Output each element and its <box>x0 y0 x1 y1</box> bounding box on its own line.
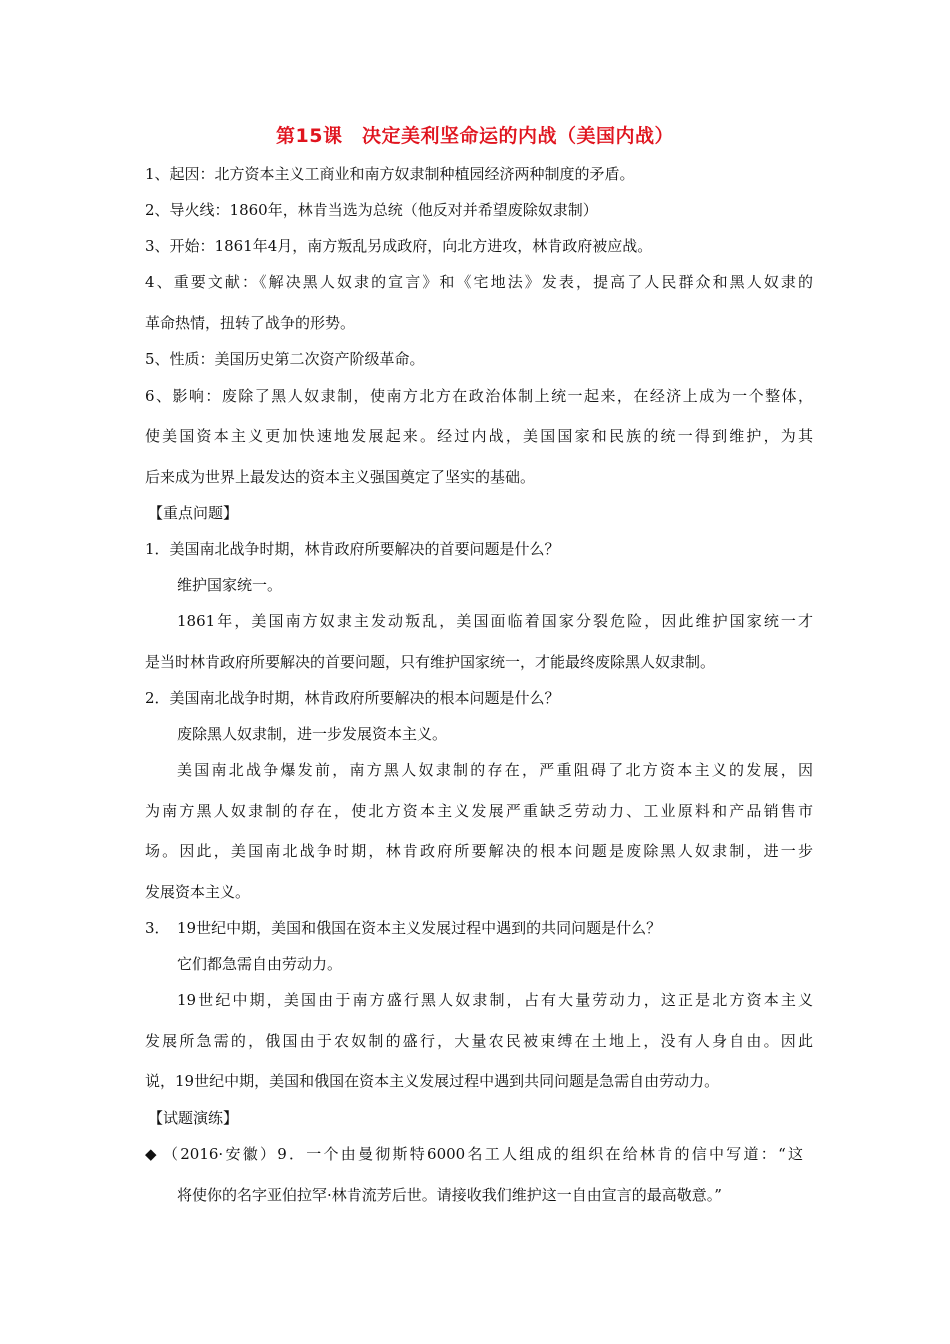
q2-explain-line2: 为南方黑人奴隶制的存在，使北方资本主义发展严重缺乏劳动力、工业原料和产品销售市 <box>145 802 813 820</box>
q2-explain-line3: 场。因此，美国南北战争时期，林肯政府所要解决的根本问题是废除黑人奴隶制，进一步 <box>145 842 813 860</box>
q2-answer: 废除黑人奴隶制，进一步发展资本主义。 <box>177 725 448 743</box>
item-impact-line3: 后来成为世界上最发达的资本主义强国奠定了坚实的基础。 <box>145 468 536 486</box>
section-key-questions: 【重点问题】 <box>148 504 239 522</box>
q3-explain-line1: 19世纪中期，美国由于南方盛行黑人奴隶制，占有大量劳动力，这正是北方资本主义 <box>177 991 813 1009</box>
item-impact-line2: 使美国资本主义更加快速地发展起来。经过内战，美国国家和民族的统一得到维护，为其 <box>145 427 813 445</box>
q3-number: 3． <box>145 919 170 937</box>
lesson-title: 第15课 决定美利坚命运的内战（美国内战） <box>276 125 674 147</box>
q3-answer: 它们都急需自由劳动力。 <box>177 955 343 973</box>
item-documents-line2: 革命热情，扭转了战争的形势。 <box>145 314 356 332</box>
item-documents-line1: 4、重要文献：《解决黑人奴隶的宣言》和《宅地法》发表，提高了人民群众和黑人奴隶的 <box>145 273 813 291</box>
q3-explain-line2: 发展所急需的，俄国由于农奴制的盛行，大量农民被束缚在土地上，没有人身自由。因此 <box>145 1032 813 1050</box>
exercise-bullet-icon: ◆ <box>145 1145 157 1163</box>
q3-explain-line3: 说，19世纪中期，美国和俄国在资本主义发展过程中遇到共同问题是急需自由劳动力。 <box>145 1072 720 1090</box>
q2-explain-line4: 发展资本主义。 <box>145 883 251 901</box>
exercise-line2: 将使你的名字亚伯拉罕·林肯流芳后世。请接收我们维护这一自由宣言的最高敬意。” <box>177 1186 722 1204</box>
item-nature: 5、性质：美国历史第二次资产阶级革命。 <box>145 350 425 368</box>
section-practice: 【试题演练】 <box>148 1109 239 1127</box>
q1-question: 1．美国南北战争时期，林肯政府所要解决的首要问题是什么？ <box>145 540 560 558</box>
q3-question: 19世纪中期，美国和俄国在资本主义发展过程中遇到的共同问题是什么？ <box>177 919 662 937</box>
q1-explain-line1: 1861年，美国南方奴隶主发动叛乱，美国面临着国家分裂危险，因此维护国家统一才 <box>177 612 813 630</box>
q1-answer: 维护国家统一。 <box>177 576 283 594</box>
exercise-line1: （2016·安徽）9．一个由曼彻斯特6000名工人组成的组织在给林肯的信中写道：“这 <box>163 1145 803 1163</box>
q2-question: 2．美国南北战争时期，林肯政府所要解决的根本问题是什么？ <box>145 689 560 707</box>
q1-explain-line2: 是当时林肯政府所要解决的首要问题，只有维护国家统一，才能最终废除黑人奴隶制。 <box>145 653 716 671</box>
item-impact-line1: 6、影响：废除了黑人奴隶制，使南方北方在政治体制上统一起来，在经济上成为一个整体， <box>145 387 813 405</box>
q2-explain-line1: 美国南北战争爆发前，南方黑人奴隶制的存在，严重阻碍了北方资本主义的发展，因 <box>177 761 813 779</box>
item-start: 3、开始：1861年4月，南方叛乱另成政府，向北方进攻，林肯政府被应战。 <box>145 237 653 255</box>
item-trigger: 2、导火线：1860年，林肯当选为总统（他反对并希望废除奴隶制） <box>145 201 598 219</box>
item-cause: 1、起因：北方资本主义工商业和南方奴隶制种植园经济两种制度的矛盾。 <box>145 165 635 183</box>
